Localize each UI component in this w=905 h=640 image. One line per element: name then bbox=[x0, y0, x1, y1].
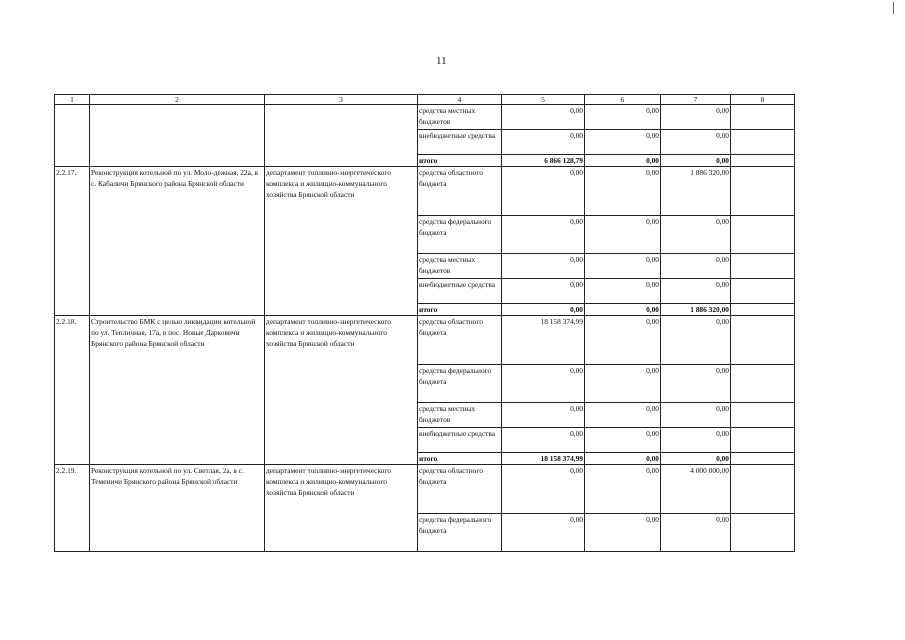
item-name-cell: Реконструкция котельной по ул. Светлая, 2а, в с. Теменичи Брянского района Брянской области bbox=[90, 465, 265, 552]
column-number-row bbox=[55, 95, 795, 105]
value-col8 bbox=[731, 155, 795, 167]
header-cell: 6 bbox=[585, 95, 661, 105]
value-col5: 0,00 bbox=[502, 105, 585, 130]
item-id-cell: 2.2.19. bbox=[55, 465, 90, 552]
source-cell: средства областного бюджета bbox=[418, 316, 502, 365]
value-col8 bbox=[731, 130, 795, 155]
item-executor-cell: департамент топливно-энергетического комплекса и жилищно-коммунального хозяйства Брянской области bbox=[265, 316, 418, 465]
value-col8 bbox=[731, 105, 795, 130]
value-col7: 0,00 bbox=[661, 514, 731, 552]
value-col5: 0,00 bbox=[502, 403, 585, 428]
value-col7: 0,00 bbox=[661, 216, 731, 254]
source-cell: средства областного бюджета bbox=[418, 465, 502, 514]
source-cell: внебюджетные средства bbox=[418, 428, 502, 453]
value-col5: 18 158 374,99 bbox=[502, 453, 585, 465]
value-col6: 0,00 bbox=[585, 453, 661, 465]
value-col7: 0,00 bbox=[661, 365, 731, 403]
source-cell: средства федерального бюджета bbox=[418, 514, 502, 552]
value-col5: 6 866 128,79 bbox=[502, 155, 585, 167]
value-col5: 0,00 bbox=[502, 167, 585, 216]
value-col8 bbox=[731, 465, 795, 514]
value-col6: 0,00 bbox=[585, 316, 661, 365]
value-col5: 0,00 bbox=[502, 365, 585, 403]
header-cell: 8 bbox=[731, 95, 795, 105]
source-cell: средства местных бюджетов bbox=[418, 403, 502, 428]
source-cell: итого bbox=[418, 453, 502, 465]
value-col7: 0,00 bbox=[661, 403, 731, 428]
source-cell: средства федерального бюджета bbox=[418, 365, 502, 403]
header-cell: 7 bbox=[661, 95, 731, 105]
value-col7: 0,00 bbox=[661, 428, 731, 453]
value-col8 bbox=[731, 279, 795, 304]
value-col5: 0,00 bbox=[502, 514, 585, 552]
value-col8 bbox=[731, 304, 795, 316]
source-cell: средства областного бюджета bbox=[418, 167, 502, 216]
value-col6: 0,00 bbox=[585, 130, 661, 155]
source-cell: внебюджетные средства bbox=[418, 279, 502, 304]
item-executor-cell: департамент топливно-энергетического комплекса и жилищно-коммунального хозяйства Брянской области bbox=[265, 167, 418, 316]
value-col8 bbox=[731, 514, 795, 552]
value-col7: 1 886 320,00 bbox=[661, 304, 731, 316]
table-row bbox=[55, 465, 795, 514]
source-cell: средства федерального бюджета bbox=[418, 216, 502, 254]
source-cell: итого bbox=[418, 304, 502, 316]
value-col7: 0,00 bbox=[661, 316, 731, 365]
header-cell: 2 bbox=[90, 95, 265, 105]
header-cell: 1 bbox=[55, 95, 90, 105]
value-col5: 0,00 bbox=[502, 279, 585, 304]
value-col6: 0,00 bbox=[585, 254, 661, 279]
item-name-cell: Реконструкция котельной по ул. Моло-дежная, 22а, в с. Кабаличи Брянского района Брянской области bbox=[90, 167, 265, 316]
value-col8 bbox=[731, 365, 795, 403]
budget-table bbox=[54, 94, 795, 552]
value-col7: 0,00 bbox=[661, 130, 731, 155]
value-col7: 4 000 000,00 bbox=[661, 465, 731, 514]
item-id-cell: 2.2.18. bbox=[55, 316, 90, 465]
value-col7: 0,00 bbox=[661, 279, 731, 304]
value-col7: 0,00 bbox=[661, 453, 731, 465]
value-col6: 0,00 bbox=[585, 514, 661, 552]
value-col8 bbox=[731, 254, 795, 279]
value-col6: 0,00 bbox=[585, 304, 661, 316]
value-col8 bbox=[731, 403, 795, 428]
value-col6: 0,00 bbox=[585, 465, 661, 514]
item-executor-cell: департамент топливно-энергетического комплекса и жилищно-коммунального хозяйства Брянской области bbox=[265, 465, 418, 552]
table-row bbox=[55, 316, 795, 365]
value-col7: 1 886 320,00 bbox=[661, 167, 731, 216]
value-col5: 0,00 bbox=[502, 465, 585, 514]
value-col8 bbox=[731, 428, 795, 453]
header-cell: 5 bbox=[502, 95, 585, 105]
value-col6: 0,00 bbox=[585, 216, 661, 254]
value-col7: 0,00 bbox=[661, 105, 731, 130]
value-col5: 0,00 bbox=[502, 216, 585, 254]
value-col6: 0,00 bbox=[585, 428, 661, 453]
source-cell: внебюджетные средства bbox=[418, 130, 502, 155]
value-col5: 0,00 bbox=[502, 428, 585, 453]
value-col7: 0,00 bbox=[661, 254, 731, 279]
value-col5: 0,00 bbox=[502, 130, 585, 155]
value-col5: 0,00 bbox=[502, 254, 585, 279]
table-row bbox=[55, 105, 795, 130]
item-name-cell bbox=[90, 105, 265, 167]
table-row bbox=[55, 167, 795, 216]
value-col7: 0,00 bbox=[661, 155, 731, 167]
item-name-cell: Строительство БМК с целью ликвидации котельной по ул. Тепличная, 17а, в пос. Новые Дарковичи Брянского района Брянской области bbox=[90, 316, 265, 465]
source-cell: средства местных бюджетов bbox=[418, 105, 502, 130]
value-col6: 0,00 bbox=[585, 279, 661, 304]
header-cell: 4 bbox=[418, 95, 502, 105]
value-col5: 18 158 374,99 bbox=[502, 316, 585, 365]
source-cell: итого bbox=[418, 155, 502, 167]
value-col8 bbox=[731, 316, 795, 365]
value-col8 bbox=[731, 453, 795, 465]
source-cell: средства местных бюджетов bbox=[418, 254, 502, 279]
item-executor-cell bbox=[265, 105, 418, 167]
value-col6: 0,00 bbox=[585, 167, 661, 216]
scan-edge-mark bbox=[893, 2, 894, 14]
item-id-cell bbox=[55, 105, 90, 167]
page-number: 11 bbox=[436, 55, 447, 67]
header-cell: 3 bbox=[265, 95, 418, 105]
value-col8 bbox=[731, 167, 795, 216]
value-col6: 0,00 bbox=[585, 155, 661, 167]
value-col8 bbox=[731, 216, 795, 254]
item-id-cell: 2.2.17. bbox=[55, 167, 90, 316]
value-col6: 0,00 bbox=[585, 105, 661, 130]
value-col5: 0,00 bbox=[502, 304, 585, 316]
value-col6: 0,00 bbox=[585, 365, 661, 403]
value-col6: 0,00 bbox=[585, 403, 661, 428]
